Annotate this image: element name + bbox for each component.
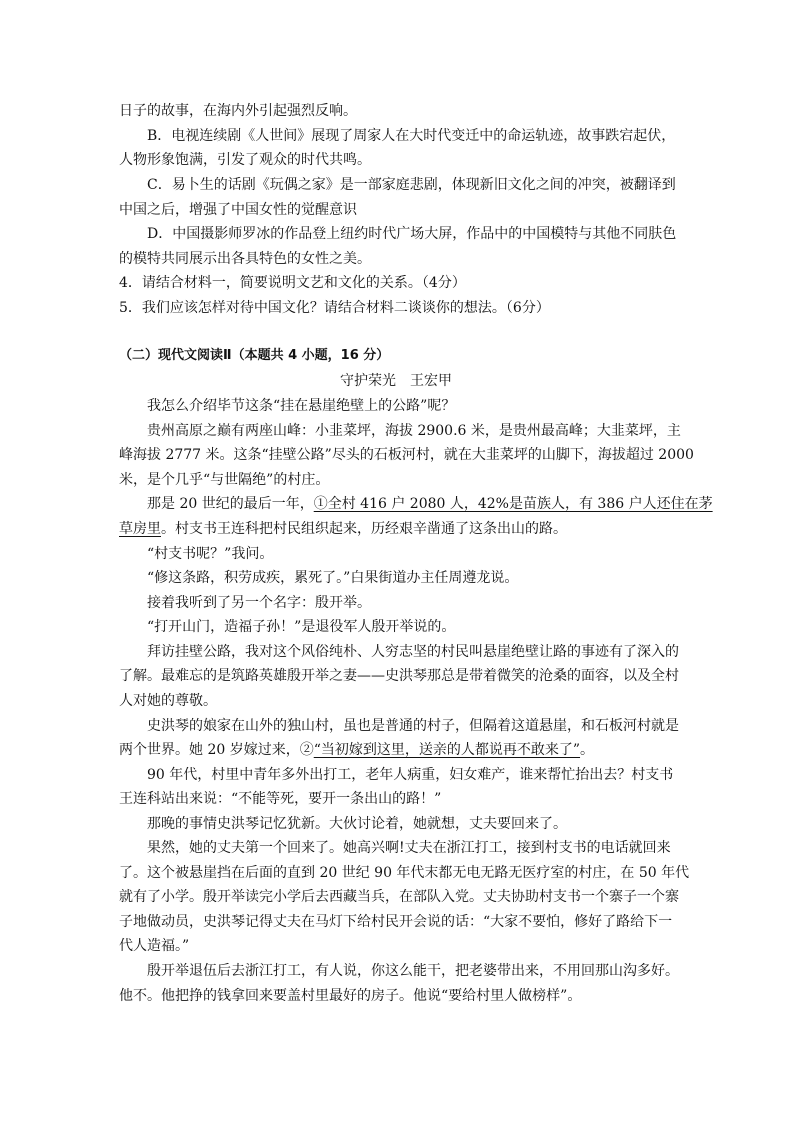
paragraph-line: 贵州高原之巅有两座山峰：小韭菜坪，海拔 2900.6 米，是贵州最高峰；大韭菜坪，主 (147, 423, 681, 439)
paragraph-line: 米，是个几乎“与世隔绝”的村庄。 (119, 472, 330, 488)
text-line: 日子的故事，在海内外引起强烈反响。 (119, 103, 357, 119)
paragraph-line: 了。这个被悬崖挡在后面的直到 20 世纪 90 年代末都无电无路无医疗室的村庄，在 50 年代 (119, 865, 690, 881)
option-b-line: B．电视连续剧《人世间》展现了周家人在大时代变迁中的命运轨迹，故事跌宕起伏， (147, 128, 676, 144)
text-line: 人物形象饱满，引发了观众的时代共鸣。 (119, 152, 371, 168)
paragraph-line: 殷开举退伍后去浙江打工，有人说，你这么能干，把老婆带出来，不用回那山沟多好。 (147, 963, 679, 979)
paragraph-line (119, 519, 567, 539)
text-line: 中国之后，增强了中国女性的觉醒意识 (119, 202, 357, 218)
paragraph-line: 接着我听到了另一个名字：殷开举。 (147, 595, 371, 611)
paragraph-line: 就有了小学。殷开举读完小学后去西藏当兵，在部队入党。丈夫协助村支书一个寨子一个寨 (119, 889, 679, 905)
dialogue-line: “村支书呢？”我问。 (147, 546, 274, 562)
paragraph-line (147, 494, 713, 514)
underlined-sentence-1: ①全村 416 户 2080 人，42%是苗族人，有 386 户人还住在茅 (313, 496, 713, 512)
question-4: 4．请结合材料一，简要说明文艺和文化的关系。（4分） (119, 275, 466, 291)
paragraph-line: 那晚的事情史洪琴记忆犹新。大伙讨论着，她就想，丈夫要回来了。 (147, 816, 567, 832)
option-c-line: C．易卜生的话剧《玩偶之家》是一部家庭悲剧，体现新旧文化之间的冲突，被翻译到 (147, 177, 676, 193)
dialogue-line: “修这条路，积劳成疾，累死了。”白果街道办主任周遵龙说。 (147, 570, 519, 586)
paragraph-line (119, 740, 594, 760)
paragraph-line: 拜访挂壁公路，我对这个风俗纯朴、人穷志坚的村民叫悬崖绝壁让路的事迹有了深入的 (147, 644, 679, 660)
paragraph-line: 我怎么介绍毕节这条“挂在悬崖绝壁上的公路”呢？ (147, 398, 456, 414)
text-segment: 两个世界。她 20 岁嫁过来，② (119, 742, 314, 758)
option-d-line: D．中国摄影师罗冰的作品登上纽约时代广场大屏，作品中的中国模特与其他不同肤色 (147, 226, 677, 242)
text-segment: 。村支书王连科把村民组织起来，历经艰辛凿通了这条出山的路。 (161, 521, 567, 537)
dialogue-line: “打开山门，造福子孙！”是退役军人殷开举说的。 (147, 619, 456, 635)
text-segment: 。 (580, 742, 595, 758)
paragraph-line: 了解。最难忘的是筑路英雄殷开举之妻——史洪琴那总是带着微笑的沧桑的面容，以及全村 (119, 668, 679, 684)
paragraph-line: 子地做动员，史洪琴记得丈夫在马灯下给村民开会说的话：“大家不要怕，修好了路给下一 (119, 914, 673, 930)
text-line: 的模特共同展示出各具特色的女性之美。 (119, 251, 371, 267)
paragraph-line: 90 年代，村里中青年多外出打工，老年人病重，妇女难产，谁来帮忙抬出去？村支书 (147, 767, 674, 783)
paragraph-line: 果然，她的丈夫第一个回来了。她高兴啊!丈夫在浙江打工，接到村支书的电话就回来 (147, 840, 671, 856)
underlined-sentence-2: “当初嫁到这里，送亲的人都说再不敢来了” (313, 742, 581, 758)
paragraph-line: 王连科站出来说：“不能等死，要开一条出山的路！” (119, 791, 442, 807)
section-heading: （二）现代文阅读Ⅱ（本题共 4 小题，16 分） (119, 348, 390, 363)
paragraph-line: 他不。他把挣的钱拿回来要盖村里最好的房子。他说“要给村里人做榜样”。 (119, 988, 582, 1004)
text-segment: 那是 20 世纪的最后一年， (147, 496, 314, 512)
paragraph-line: 史洪琴的娘家在山外的独山村，虽也是普通的村子，但隔着这道悬崖，和石板河村就是 (147, 718, 679, 734)
paragraph-line: 峰海拔 2777 米。这条“挂壁公路”尽头的石板河村，就在大韭菜坪的山脚下，海拔超过 2000 (119, 447, 694, 463)
article-title: 守护荣光 王宏甲 (340, 373, 452, 389)
question-5: 5．我们应该怎样对待中国文化？请结合材料二谈谈你的想法。（6分） (119, 300, 550, 316)
paragraph-line: 代人造福。” (119, 938, 190, 954)
underlined-sentence-1-end: 草房里 (119, 521, 161, 537)
paragraph-line: 人对她的尊敬。 (119, 693, 217, 709)
